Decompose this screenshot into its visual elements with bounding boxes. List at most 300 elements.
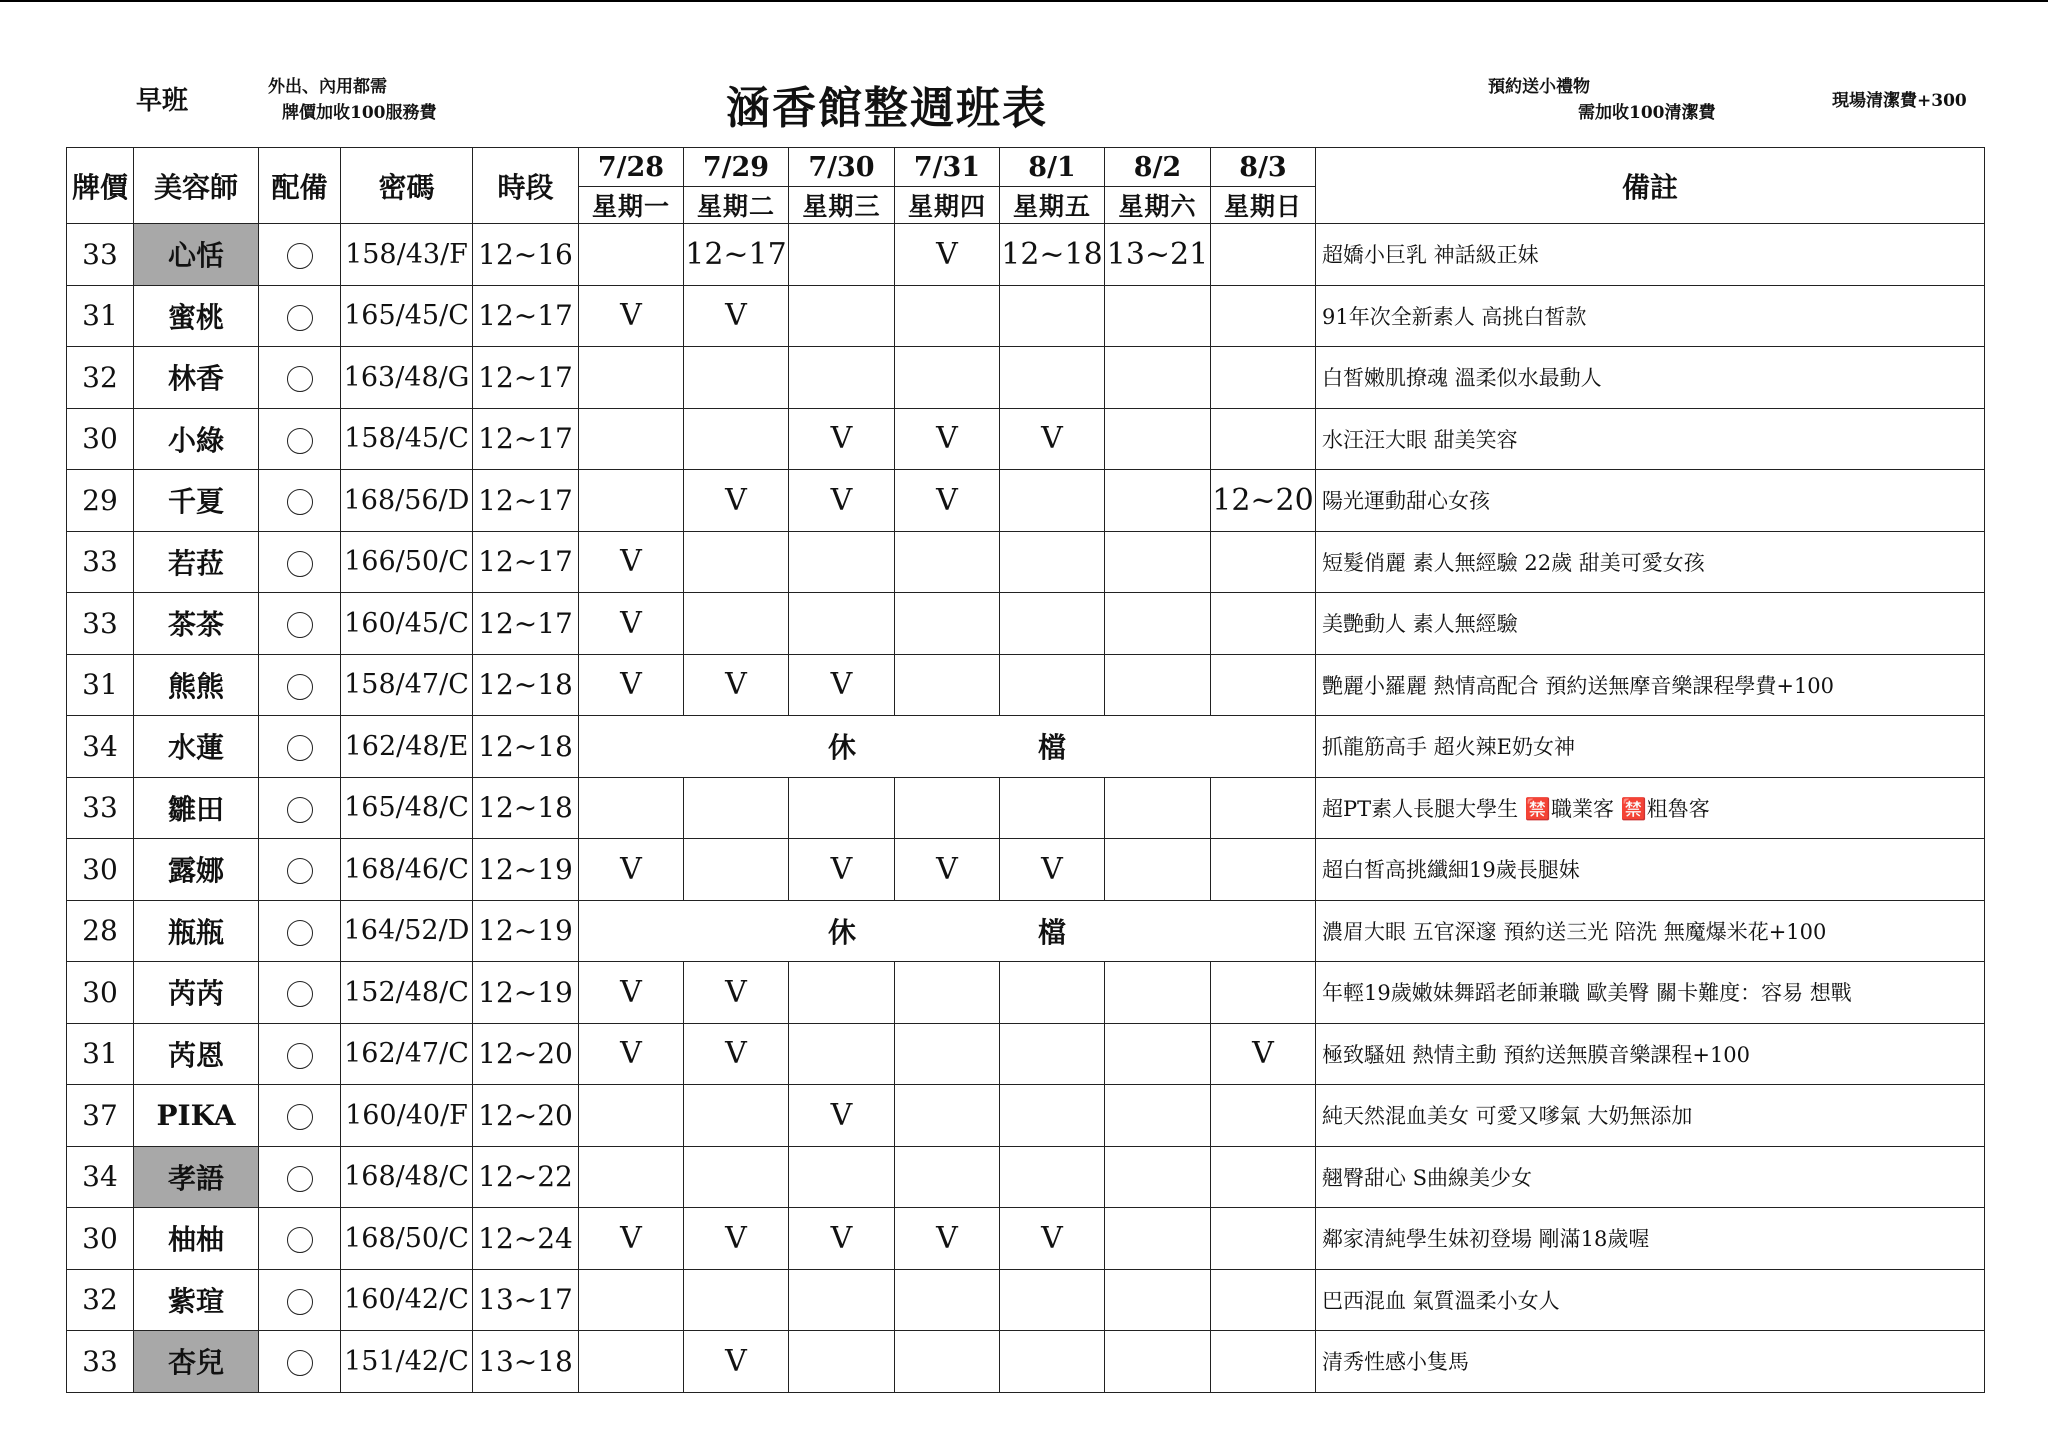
day-cell: [1000, 1146, 1105, 1208]
table-row: [67, 1331, 1985, 1393]
col-header-weekday: 星期五: [1000, 187, 1105, 224]
day-cell: [1211, 285, 1316, 347]
equip-cell: [259, 1146, 341, 1208]
circle-icon: [287, 243, 313, 269]
day-cell: [895, 654, 1000, 716]
note-cell: 純天然混血美女 可愛又嗲氣 大奶無添加: [1316, 1085, 1985, 1147]
table-row: [67, 408, 1985, 470]
day-cell: V: [684, 654, 789, 716]
note-cell: 鄰家清純學生妹初登場 剛滿18歲喔: [1316, 1208, 1985, 1270]
day-cell: [789, 285, 895, 347]
price-cell: 33: [67, 593, 134, 655]
day-cell: [1211, 777, 1316, 839]
day-cell: [1211, 593, 1316, 655]
day-cell: [1211, 224, 1316, 286]
beautician-name: PIKA: [134, 1085, 259, 1147]
note-cell: 艷麗小羅麗 熱情高配合 預約送無摩音樂課程學費+100: [1316, 654, 1985, 716]
day-cell: V: [895, 839, 1000, 901]
day-cell: [579, 224, 684, 286]
day-cell: V: [684, 962, 789, 1024]
service-fee-note-line2: 牌價加收100服務費: [282, 103, 437, 123]
day-cell: [789, 224, 895, 286]
day-cell: [789, 1023, 895, 1085]
code-cell: 160/40/F: [341, 1085, 473, 1147]
note-cell: 91年次全新素人 高挑白皙款: [1316, 285, 1985, 347]
circle-icon: [287, 797, 313, 823]
day-cell: [1211, 408, 1316, 470]
day-cell: V: [789, 470, 895, 532]
note-cell: 超PT素人長腿大學生 🈲職業客 🈲粗魯客: [1316, 777, 1985, 839]
circle-icon: [287, 305, 313, 331]
code-cell: 151/42/C: [341, 1331, 473, 1393]
day-cell: [1105, 408, 1211, 470]
equip-cell: [259, 962, 341, 1024]
col-header-weekday: 星期二: [684, 187, 789, 224]
code-cell: 168/50/C: [341, 1208, 473, 1270]
beautician-name: 杏兒: [134, 1331, 259, 1393]
day-cell: [684, 777, 789, 839]
day-cell: V: [789, 839, 895, 901]
col-header-equip: 配備: [259, 148, 341, 224]
beautician-name: 千夏: [134, 470, 259, 532]
price-cell: 28: [67, 900, 134, 962]
day-cell: [684, 408, 789, 470]
note-cell: 美艷動人 素人無經驗: [1316, 593, 1985, 655]
rest-label: 休: [827, 731, 856, 765]
day-cell: V: [684, 470, 789, 532]
time-cell: 12~17: [473, 531, 579, 593]
note-cell: 年輕19歲嫩妹舞蹈老師兼職 歐美臀 關卡難度：容易 想戰: [1316, 962, 1985, 1024]
circle-icon: [287, 1350, 313, 1376]
equip-cell: [259, 1023, 341, 1085]
day-cell: [1105, 1146, 1211, 1208]
circle-icon: [287, 1227, 313, 1253]
day-cell: [579, 777, 684, 839]
day-cell: [895, 347, 1000, 409]
table-row: [67, 347, 1985, 409]
col-header-time: 時段: [473, 148, 579, 224]
day-cell: V: [1000, 408, 1105, 470]
schedule-rows: [67, 224, 1985, 1393]
time-cell: 12~20: [473, 1023, 579, 1085]
col-header-weekday: 星期一: [579, 187, 684, 224]
day-cell: [1211, 1208, 1316, 1270]
circle-icon: [287, 920, 313, 946]
day-cell: [1105, 1331, 1211, 1393]
day-cell: [684, 1269, 789, 1331]
note-cell: 極致騷妞 熱情主動 預約送無膜音樂課程+100: [1316, 1023, 1985, 1085]
col-header-note: 備註: [1316, 148, 1985, 224]
beautician-name: 心恬: [134, 224, 259, 286]
day-cell: [579, 470, 684, 532]
beautician-name: 紫瑄: [134, 1269, 259, 1331]
day-cell: [1000, 1331, 1105, 1393]
day-cell: [1211, 1331, 1316, 1393]
equip-cell: [259, 716, 341, 778]
day-cell: [1105, 962, 1211, 1024]
circle-icon: [287, 612, 313, 638]
equip-cell: [259, 654, 341, 716]
day-cell: [1211, 654, 1316, 716]
code-cell: 160/42/C: [341, 1269, 473, 1331]
day-cell: [1000, 962, 1105, 1024]
day-cell: V: [789, 1085, 895, 1147]
top-border-line: [0, 0, 2048, 2]
day-cell: V: [1000, 839, 1105, 901]
beautician-name: 小綠: [134, 408, 259, 470]
col-header-weekday: 星期六: [1105, 187, 1211, 224]
day-cell: [579, 1269, 684, 1331]
day-cell: [895, 285, 1000, 347]
day-cell: V: [789, 408, 895, 470]
day-cell: V: [895, 1208, 1000, 1270]
price-cell: 31: [67, 654, 134, 716]
code-cell: 168/48/C: [341, 1146, 473, 1208]
day-cell: V: [579, 1023, 684, 1085]
table-row: [67, 900, 1985, 962]
equip-cell: [259, 470, 341, 532]
day-cell: [1105, 1269, 1211, 1331]
day-cell: V: [895, 408, 1000, 470]
price-cell: 33: [67, 1331, 134, 1393]
circle-icon: [287, 981, 313, 1007]
table-row: [67, 839, 1985, 901]
day-cell: V: [579, 531, 684, 593]
day-cell: [895, 1146, 1000, 1208]
col-header-date: 8/3: [1211, 148, 1316, 187]
day-cell: [684, 347, 789, 409]
day-cell: 12~18: [1000, 224, 1105, 286]
table-row: [67, 531, 1985, 593]
price-cell: 30: [67, 839, 134, 901]
time-cell: 12~17: [473, 593, 579, 655]
day-cell: [789, 1146, 895, 1208]
day-cell: [1211, 839, 1316, 901]
code-cell: 164/52/D: [341, 900, 473, 962]
day-cell: [1105, 777, 1211, 839]
price-cell: 33: [67, 224, 134, 286]
equip-cell: [259, 347, 341, 409]
time-cell: 12~17: [473, 285, 579, 347]
day-cell: V: [579, 839, 684, 901]
circle-icon: [287, 489, 313, 515]
day-cell: [579, 408, 684, 470]
day-cell: V: [579, 962, 684, 1024]
note-cell: 水汪汪大眼 甜美笑容: [1316, 408, 1985, 470]
code-cell: 168/46/C: [341, 839, 473, 901]
price-cell: 29: [67, 470, 134, 532]
day-cell: [895, 1331, 1000, 1393]
day-cell: V: [895, 224, 1000, 286]
day-cell: [684, 593, 789, 655]
day-cell: [789, 347, 895, 409]
beautician-name: 孝語: [134, 1146, 259, 1208]
col-header-date: 8/2: [1105, 148, 1211, 187]
note-cell: 清秀性感小隻馬: [1316, 1331, 1985, 1393]
day-cell: 12~17: [684, 224, 789, 286]
beautician-name: 芮恩: [134, 1023, 259, 1085]
day-cell: [789, 1269, 895, 1331]
day-cell: V: [579, 654, 684, 716]
beautician-name: 瓶瓶: [134, 900, 259, 962]
day-cell: [579, 1085, 684, 1147]
table-row: [67, 654, 1985, 716]
weekly-schedule-table: [66, 147, 1985, 1393]
price-cell: 30: [67, 408, 134, 470]
day-cell: [1105, 839, 1211, 901]
day-cell: [684, 1146, 789, 1208]
equip-cell: [259, 593, 341, 655]
day-cell: [895, 593, 1000, 655]
day-cell: [789, 962, 895, 1024]
day-cell: [1105, 593, 1211, 655]
day-cell: [1000, 347, 1105, 409]
beautician-name: 若菈: [134, 531, 259, 593]
day-cell: [1105, 1208, 1211, 1270]
day-cell: [579, 347, 684, 409]
equip-cell: [259, 1269, 341, 1331]
time-cell: 12~19: [473, 900, 579, 962]
equip-cell: [259, 777, 341, 839]
note-cell: 超白皙高挑纖細19歲長腿妹: [1316, 839, 1985, 901]
day-cell: V: [789, 1208, 895, 1270]
time-cell: 12~22: [473, 1146, 579, 1208]
time-cell: 12~18: [473, 777, 579, 839]
rest-cell: [579, 716, 1316, 778]
circle-icon: [287, 735, 313, 761]
day-cell: [895, 1085, 1000, 1147]
time-cell: 12~20: [473, 1085, 579, 1147]
col-header-date: 7/28: [579, 148, 684, 187]
day-cell: [1211, 531, 1316, 593]
day-cell: [1000, 531, 1105, 593]
col-header-date: 7/29: [684, 148, 789, 187]
time-cell: 13~18: [473, 1331, 579, 1393]
day-cell: [1211, 962, 1316, 1024]
table-row: [67, 285, 1985, 347]
day-cell: [1211, 1085, 1316, 1147]
note-cell: 濃眉大眼 五官深邃 預約送三光 陪洗 無魔爆米花+100: [1316, 900, 1985, 962]
price-cell: 33: [67, 777, 134, 839]
col-header-weekday: 星期四: [895, 187, 1000, 224]
price-cell: 32: [67, 347, 134, 409]
price-cell: 32: [67, 1269, 134, 1331]
beautician-name: 熊熊: [134, 654, 259, 716]
circle-icon: [287, 1104, 313, 1130]
equip-cell: [259, 285, 341, 347]
price-cell: 34: [67, 1146, 134, 1208]
day-cell: V: [579, 1208, 684, 1270]
day-cell: V: [579, 285, 684, 347]
day-cell: V: [579, 593, 684, 655]
equip-cell: [259, 1208, 341, 1270]
table-row: [67, 1269, 1985, 1331]
table-row: [67, 962, 1985, 1024]
col-header-name: 美容師: [134, 148, 259, 224]
day-cell: [579, 1331, 684, 1393]
day-cell: [1105, 1023, 1211, 1085]
col-header-code: 密碼: [341, 148, 473, 224]
table-row: [67, 716, 1985, 778]
table-row: [67, 1023, 1985, 1085]
note-cell: 白皙嫩肌撩魂 溫柔似水最動人: [1316, 347, 1985, 409]
col-header-date: 7/30: [789, 148, 895, 187]
day-cell: [1105, 531, 1211, 593]
table-row: [67, 1208, 1985, 1270]
cleaning-fee-note: 現場清潔費+300: [1832, 91, 1967, 111]
table-row: [67, 777, 1985, 839]
time-cell: 12~18: [473, 654, 579, 716]
day-cell: [895, 1269, 1000, 1331]
price-cell: 31: [67, 285, 134, 347]
time-cell: 12~17: [473, 470, 579, 532]
day-cell: [1211, 347, 1316, 409]
time-cell: 12~16: [473, 224, 579, 286]
day-cell: [1105, 347, 1211, 409]
day-cell: [895, 531, 1000, 593]
circle-icon: [287, 674, 313, 700]
service-fee-note-line1: 外出、內用都需: [268, 77, 387, 97]
code-cell: 166/50/C: [341, 531, 473, 593]
shift-label: 早班: [136, 86, 189, 116]
code-cell: 165/48/C: [341, 777, 473, 839]
col-header-date: 8/1: [1000, 148, 1105, 187]
day-cell: [1211, 1146, 1316, 1208]
price-cell: 33: [67, 531, 134, 593]
circle-icon: [287, 858, 313, 884]
day-cell: [1211, 1269, 1316, 1331]
col-header-price: 牌價: [67, 148, 134, 224]
day-cell: [1000, 593, 1105, 655]
circle-icon: [287, 1289, 313, 1315]
beautician-name: 露娜: [134, 839, 259, 901]
beautician-name: 雛田: [134, 777, 259, 839]
day-cell: [684, 1085, 789, 1147]
day-cell: [1000, 654, 1105, 716]
equip-cell: [259, 1331, 341, 1393]
rest-label: 檔: [1037, 731, 1066, 765]
day-cell: [1105, 1085, 1211, 1147]
day-cell: V: [895, 470, 1000, 532]
day-cell: [1000, 1269, 1105, 1331]
day-cell: V: [684, 1023, 789, 1085]
equip-cell: [259, 224, 341, 286]
day-cell: V: [1211, 1023, 1316, 1085]
day-cell: [895, 1023, 1000, 1085]
day-cell: [1000, 1023, 1105, 1085]
day-cell: [1000, 1085, 1105, 1147]
code-cell: 160/45/C: [341, 593, 473, 655]
code-cell: 158/47/C: [341, 654, 473, 716]
circle-icon: [287, 1166, 313, 1192]
circle-icon: [287, 551, 313, 577]
note-cell: 短髮俏麗 素人無經驗 22歲 甜美可愛女孩: [1316, 531, 1985, 593]
table-row: [67, 1146, 1985, 1208]
code-cell: 168/56/D: [341, 470, 473, 532]
day-cell: [1000, 777, 1105, 839]
day-cell: V: [684, 285, 789, 347]
day-cell: [895, 962, 1000, 1024]
page-title: 涵香館整週班表: [726, 83, 1048, 134]
equip-cell: [259, 408, 341, 470]
day-cell: [789, 777, 895, 839]
gift-note-line2: 需加收100清潔費: [1578, 103, 1716, 123]
note-cell: 翹臀甜心 S曲線美少女: [1316, 1146, 1985, 1208]
price-cell: 31: [67, 1023, 134, 1085]
time-cell: 12~19: [473, 962, 579, 1024]
beautician-name: 柚柚: [134, 1208, 259, 1270]
code-cell: 158/45/C: [341, 408, 473, 470]
code-cell: 163/48/G: [341, 347, 473, 409]
price-cell: 30: [67, 1208, 134, 1270]
code-cell: 162/47/C: [341, 1023, 473, 1085]
day-cell: V: [684, 1331, 789, 1393]
time-cell: 13~17: [473, 1269, 579, 1331]
table-row: [67, 224, 1985, 286]
circle-icon: [287, 366, 313, 392]
day-cell: [1105, 654, 1211, 716]
price-cell: 37: [67, 1085, 134, 1147]
note-cell: 超嬌小巨乳 神話級正妹: [1316, 224, 1985, 286]
day-cell: 13~21: [1105, 224, 1211, 286]
circle-icon: [287, 428, 313, 454]
day-cell: [684, 531, 789, 593]
day-cell: 12~20: [1211, 470, 1316, 532]
day-cell: V: [1000, 1208, 1105, 1270]
beautician-name: 水蓮: [134, 716, 259, 778]
price-cell: 34: [67, 716, 134, 778]
note-cell: 陽光運動甜心女孩: [1316, 470, 1985, 532]
equip-cell: [259, 839, 341, 901]
time-cell: 12~19: [473, 839, 579, 901]
rest-cell: [579, 900, 1316, 962]
beautician-name: 茶茶: [134, 593, 259, 655]
time-cell: 12~24: [473, 1208, 579, 1270]
code-cell: 162/48/E: [341, 716, 473, 778]
time-cell: 12~17: [473, 347, 579, 409]
code-cell: 165/45/C: [341, 285, 473, 347]
time-cell: 12~17: [473, 408, 579, 470]
equip-cell: [259, 1085, 341, 1147]
price-cell: 30: [67, 962, 134, 1024]
day-cell: V: [684, 1208, 789, 1270]
beautician-name: 林香: [134, 347, 259, 409]
circle-icon: [287, 1043, 313, 1069]
table-row: [67, 470, 1985, 532]
day-cell: [684, 839, 789, 901]
code-cell: 152/48/C: [341, 962, 473, 1024]
beautician-name: 芮芮: [134, 962, 259, 1024]
rest-label: 休: [827, 915, 856, 949]
table-row: [67, 593, 1985, 655]
table-row: [67, 1085, 1985, 1147]
note-cell: 巴西混血 氣質溫柔小女人: [1316, 1269, 1985, 1331]
time-cell: 12~18: [473, 716, 579, 778]
day-cell: [1000, 470, 1105, 532]
code-cell: 158/43/F: [341, 224, 473, 286]
day-cell: [789, 1331, 895, 1393]
day-cell: [1105, 285, 1211, 347]
gift-note-line1: 預約送小禮物: [1488, 77, 1590, 97]
equip-cell: [259, 531, 341, 593]
col-header-weekday: 星期日: [1211, 187, 1316, 224]
beautician-name: 蜜桃: [134, 285, 259, 347]
rest-label: 檔: [1037, 915, 1066, 949]
day-cell: V: [789, 654, 895, 716]
col-header-date: 7/31: [895, 148, 1000, 187]
equip-cell: [259, 900, 341, 962]
day-cell: [579, 1146, 684, 1208]
